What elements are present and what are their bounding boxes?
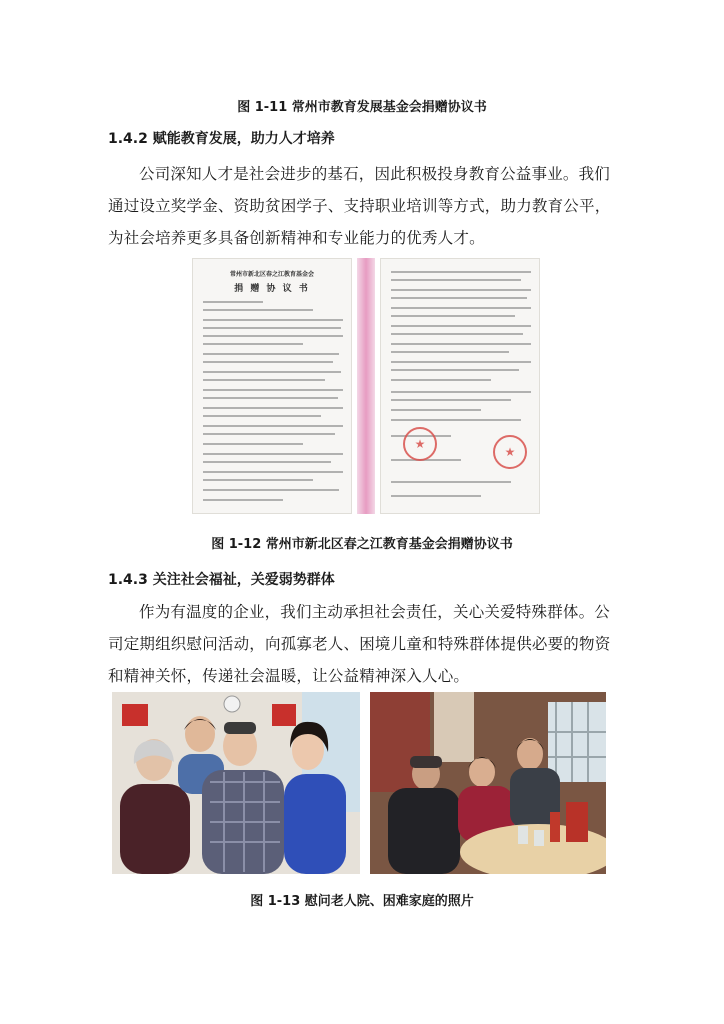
figure-caption-1-11: 图 1-11 常州市教育发展基金会捐赠协议书 xyxy=(237,100,487,115)
figure-caption-1-12: 图 1-12 常州市新北区春之江教育基金会捐赠协议书 xyxy=(211,537,513,552)
scan-agreement-title: 捐 赠 协 议 书 xyxy=(234,284,310,294)
section-paragraph-1-4-2: 公司深知人才是社会进步的基石，因此积极投身教育公益事业。我们通过设立奖学金、资助贫困学子、支持职业培训等方式，助力教育公平，为社会培养更多具备创新精神和专业能力的优秀人才。 xyxy=(108,165,611,247)
stamp-icon: ★ xyxy=(403,427,437,461)
photo-family-visit xyxy=(370,692,606,874)
section-paragraph-1-4-3: 作为有温度的企业，我们主动承担社会责任，关心关爱特殊群体。公司定期组织慰问活动，向孤寡老人、困境儿童和特殊群体提供必要的物资和精神关怀，传递社会温暖，让公益精神深入人心。 xyxy=(108,603,611,685)
section-heading-1-4-3: 1.4.3 关注社会福祉，关爱弱势群体 xyxy=(108,572,335,588)
scan-binding-strip xyxy=(357,258,375,514)
scan-org-title: 常州市新北区春之江教育基金会 xyxy=(229,271,314,278)
agreement-scan-right-page xyxy=(380,258,540,514)
stamp-icon: ★ xyxy=(493,435,527,469)
agreement-scan-left-page xyxy=(192,258,352,514)
photo-elderly-home-visit xyxy=(112,692,360,874)
figure-caption-1-13: 图 1-13 慰问老人院、困难家庭的照片 xyxy=(250,894,474,909)
section-heading-1-4-2: 1.4.2 赋能教育发展，助力人才培养 xyxy=(108,131,335,147)
